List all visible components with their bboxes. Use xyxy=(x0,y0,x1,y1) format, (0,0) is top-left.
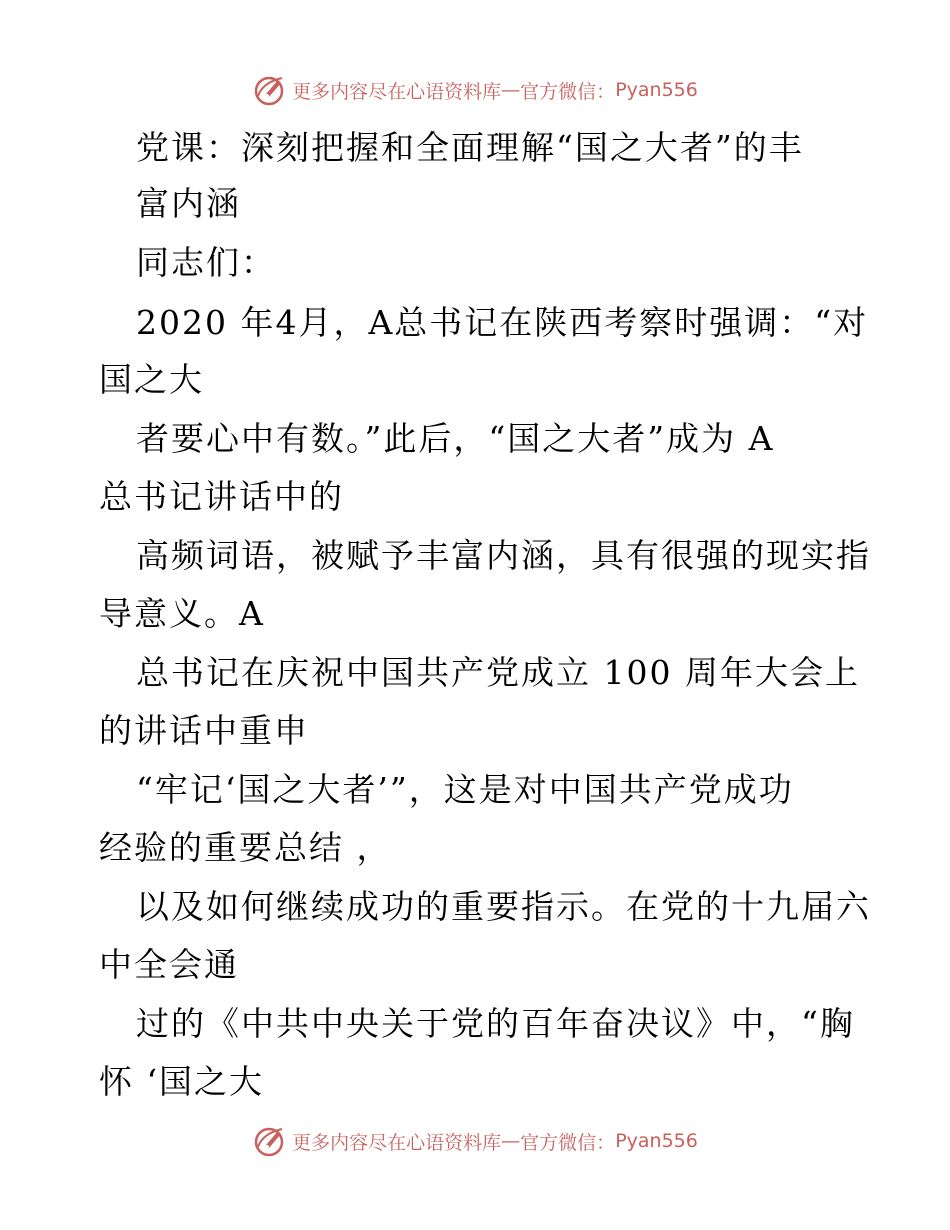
watermark-wechat-label: 官方微信： xyxy=(520,1131,616,1154)
text-line: 国之大 xyxy=(99,360,204,399)
watermark-wechat-id: Pyan556 xyxy=(615,1130,698,1152)
text-line: 富内涵 xyxy=(136,184,241,223)
text-line: “牢记‘国之大者’”，这是对中国共产党成功 xyxy=(136,770,794,809)
pen-nib-swirl-logo-icon xyxy=(252,1123,288,1159)
text-line: 怀 ‘国之大 xyxy=(99,1062,264,1101)
text-line: 经验的重要总结 ， xyxy=(99,828,392,867)
text-line: 高频词语，被赋予丰富内涵，具有很强的现实指 xyxy=(136,536,871,575)
text-line: 的讲话中重申 xyxy=(99,711,309,750)
footer-watermark xyxy=(0,1121,950,1161)
watermark-text: 更多内容尽在心语资料库 xyxy=(292,80,502,103)
text-line: 以及如何继续成功的重要指示。在党的十九届六 xyxy=(136,887,871,926)
watermark-dash: — xyxy=(501,79,521,101)
text-line: 党课：深刻把握和全面理解“国之大者”的丰 xyxy=(136,128,804,167)
watermark-wechat-label: 官方微信： xyxy=(520,80,616,103)
text-line: 过的《中共中央关于党的百年奋决议》中，“胸 xyxy=(136,1004,855,1043)
text-line: 者要心中有数。”此后，“国之大者”成为 A xyxy=(136,419,775,458)
watermark-dash: — xyxy=(501,1130,521,1152)
text-line: 总书记在庆祝中国共产党成立 100 周年大会上 xyxy=(136,653,860,692)
text-line: 总书记讲话中的 xyxy=(99,477,344,516)
text-line: 中全会通 xyxy=(99,945,239,984)
text-line: 同志们： xyxy=(136,243,276,282)
text-line: 导意义。A xyxy=(99,594,265,633)
watermark-wechat-id: Pyan556 xyxy=(615,79,698,101)
watermark-text: 更多内容尽在心语资料库 xyxy=(292,1131,502,1154)
text-line: 2020 年4月，A总书记在陕西考察时强调：“对 xyxy=(136,303,869,342)
